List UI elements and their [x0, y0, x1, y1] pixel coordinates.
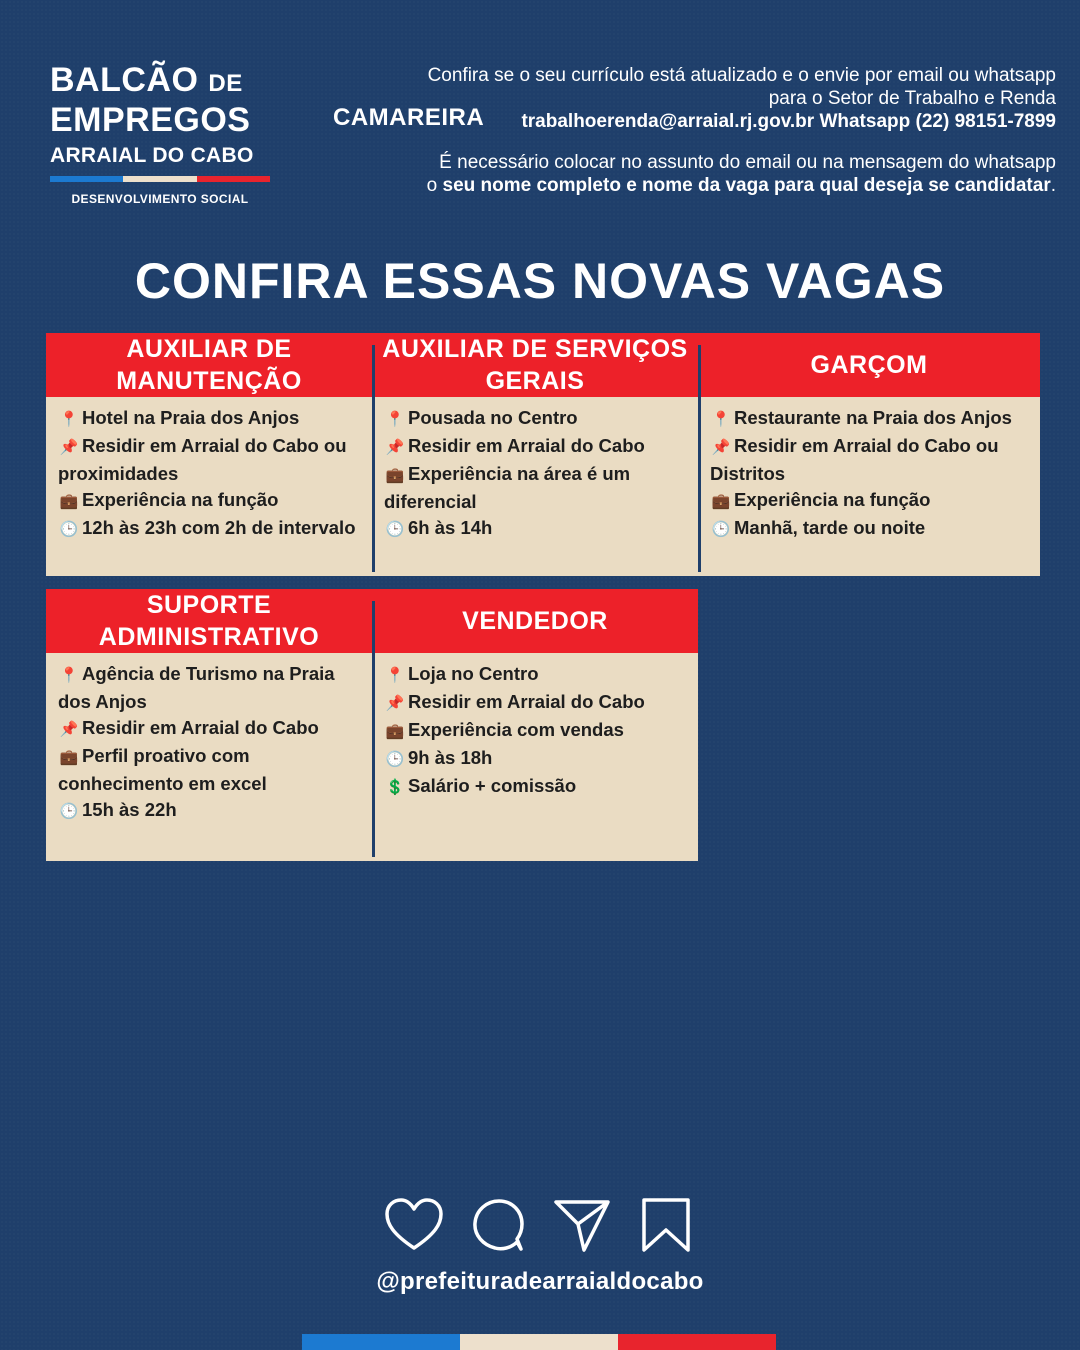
job-detail-text: Experiência com vendas — [408, 719, 624, 740]
social-handle[interactable]: @prefeituradearraialdocabo — [376, 1268, 704, 1295]
jobs-panel-row2 — [46, 589, 698, 861]
brand-line2: EMPREGOS — [50, 101, 251, 139]
job-detail-item — [384, 515, 688, 543]
column-divider — [372, 345, 375, 572]
social-actions — [0, 1196, 1080, 1254]
job-detail-item — [384, 773, 688, 801]
job-card — [46, 589, 372, 861]
job-details — [698, 397, 1040, 543]
job-title: SUPORTE ADMINISTRATIVO — [46, 589, 372, 653]
job-detail-item — [710, 487, 1030, 515]
job-detail-text: Perfil proativo com conhecimento em excel — [58, 745, 267, 794]
brand-line1: BALCÃO DE — [50, 61, 243, 99]
job-detail-item — [710, 433, 1030, 487]
note-line1: É necessário colocar no assunto do email ou na mensagem do whatsapp — [439, 152, 1056, 173]
job-detail-item — [58, 715, 362, 743]
brand-subtitle: DESENVOLVIMENTO SOCIAL — [71, 192, 249, 206]
clock-icon: 🕒 — [385, 751, 405, 768]
heart-icon[interactable] — [383, 1196, 445, 1254]
column-divider — [372, 601, 375, 857]
briefcase-icon: 💼 — [59, 749, 79, 766]
job-detail-text: 15h às 22h — [82, 799, 177, 820]
note-line2: o seu nome completo e nome da vaga para qual deseja se candidatar. — [426, 175, 1056, 196]
job-detail-item — [710, 405, 1030, 433]
job-detail-text: Pousada no Centro — [408, 407, 578, 428]
job-detail-text: Experiência na função — [734, 489, 931, 510]
job-detail-text: 9h às 18h — [408, 747, 493, 768]
info-line2: para o Setor de Trabalho e Renda — [768, 88, 1056, 109]
job-detail-text: Experiência na área é um diferencial — [384, 463, 631, 512]
job-detail-text: Agência de Turismo na Praia dos Anjos — [58, 663, 335, 712]
job-detail-text: Loja no Centro — [408, 663, 539, 684]
info-line1: Confira se o seu currículo está atualizado e o envie por email ou whatsapp — [427, 65, 1056, 86]
bottom-stripe — [302, 1334, 776, 1350]
job-card — [46, 333, 372, 576]
clock-icon: 🕒 — [59, 803, 79, 820]
job-detail-text: Residir em Arraial do Cabo ou proximidades — [58, 435, 347, 484]
job-detail-item — [384, 405, 688, 433]
job-detail-item — [58, 515, 362, 543]
job-detail-text: Restaurante na Praia dos Anjos — [734, 407, 1012, 428]
job-detail-text: Manhã, tarde ou noite — [734, 517, 926, 538]
job-detail-text: Residir em Arraial do Cabo — [82, 717, 319, 738]
job-card — [372, 589, 698, 861]
job-detail-item — [384, 689, 688, 717]
column-divider — [698, 345, 701, 572]
briefcase-icon: 💼 — [711, 493, 731, 510]
job-details — [46, 653, 372, 825]
pushpin-icon: 📌 — [59, 439, 79, 456]
job-detail-text: Hotel na Praia dos Anjos — [82, 407, 300, 428]
comment-icon[interactable] — [467, 1196, 529, 1254]
brand-stripe — [50, 176, 270, 182]
money-bag-icon: 💲 — [385, 779, 405, 796]
job-details — [372, 397, 698, 543]
job-title: GARÇOM — [698, 333, 1040, 397]
pin-icon: 📍 — [385, 667, 405, 684]
briefcase-icon: 💼 — [385, 723, 405, 740]
job-title: AUXILIAR DE MANUTENÇÃO — [46, 333, 372, 397]
brand-line3: ARRAIAL DO CABO — [50, 144, 254, 167]
bookmark-icon[interactable] — [635, 1196, 697, 1254]
pin-icon: 📍 — [385, 411, 405, 428]
brand-logo — [50, 62, 280, 206]
job-card — [372, 333, 698, 576]
job-detail-text: 12h às 23h com 2h de intervalo — [82, 517, 356, 538]
briefcase-icon: 💼 — [59, 493, 79, 510]
job-detail-item — [58, 661, 362, 715]
jobs-panel-row1 — [46, 333, 1040, 576]
job-detail-item — [384, 717, 688, 745]
pushpin-icon: 📌 — [385, 695, 405, 712]
job-detail-item — [58, 487, 362, 515]
pushpin-icon: 📌 — [59, 721, 79, 738]
job-details — [372, 653, 698, 801]
job-detail-text: Residir em Arraial do Cabo — [408, 691, 645, 712]
pin-icon: 📍 — [59, 667, 79, 684]
job-detail-item — [58, 743, 362, 797]
job-detail-text: Residir em Arraial do Cabo ou Distritos — [710, 435, 999, 484]
job-detail-item — [384, 745, 688, 773]
contact-line: trabalhoerenda@arraial.rj.gov.br Whatsapp (22) 98151-7899 — [521, 111, 1056, 132]
job-details — [46, 397, 372, 543]
overlay-title: CAMAREIRA — [333, 104, 485, 131]
pin-icon: 📍 — [711, 411, 731, 428]
job-title: AUXILIAR DE SERVIÇOS GERAIS — [372, 333, 698, 397]
job-detail-text: Experiência na função — [82, 489, 279, 510]
clock-icon: 🕒 — [59, 521, 79, 538]
job-card — [698, 333, 1040, 576]
briefcase-icon: 💼 — [385, 467, 405, 484]
job-detail-item — [710, 515, 1030, 543]
job-detail-item — [58, 405, 362, 433]
job-detail-item — [58, 797, 362, 825]
job-detail-text: 6h às 14h — [408, 517, 493, 538]
job-detail-text: Salário + comissão — [408, 775, 577, 796]
job-detail-item — [384, 661, 688, 689]
clock-icon: 🕒 — [385, 521, 405, 538]
pushpin-icon: 📌 — [711, 439, 731, 456]
pushpin-icon: 📌 — [385, 439, 405, 456]
job-detail-item — [58, 433, 362, 487]
job-detail-text: Residir em Arraial do Cabo — [408, 435, 645, 456]
clock-icon: 🕒 — [711, 521, 731, 538]
job-detail-item — [384, 433, 688, 461]
page-title: CONFIRA ESSAS NOVAS VAGAS — [134, 253, 946, 309]
pin-icon: 📍 — [59, 411, 79, 428]
send-icon[interactable] — [551, 1196, 613, 1254]
job-detail-item — [384, 461, 688, 515]
job-title: VENDEDOR — [372, 589, 698, 653]
info-note — [336, 151, 1056, 197]
